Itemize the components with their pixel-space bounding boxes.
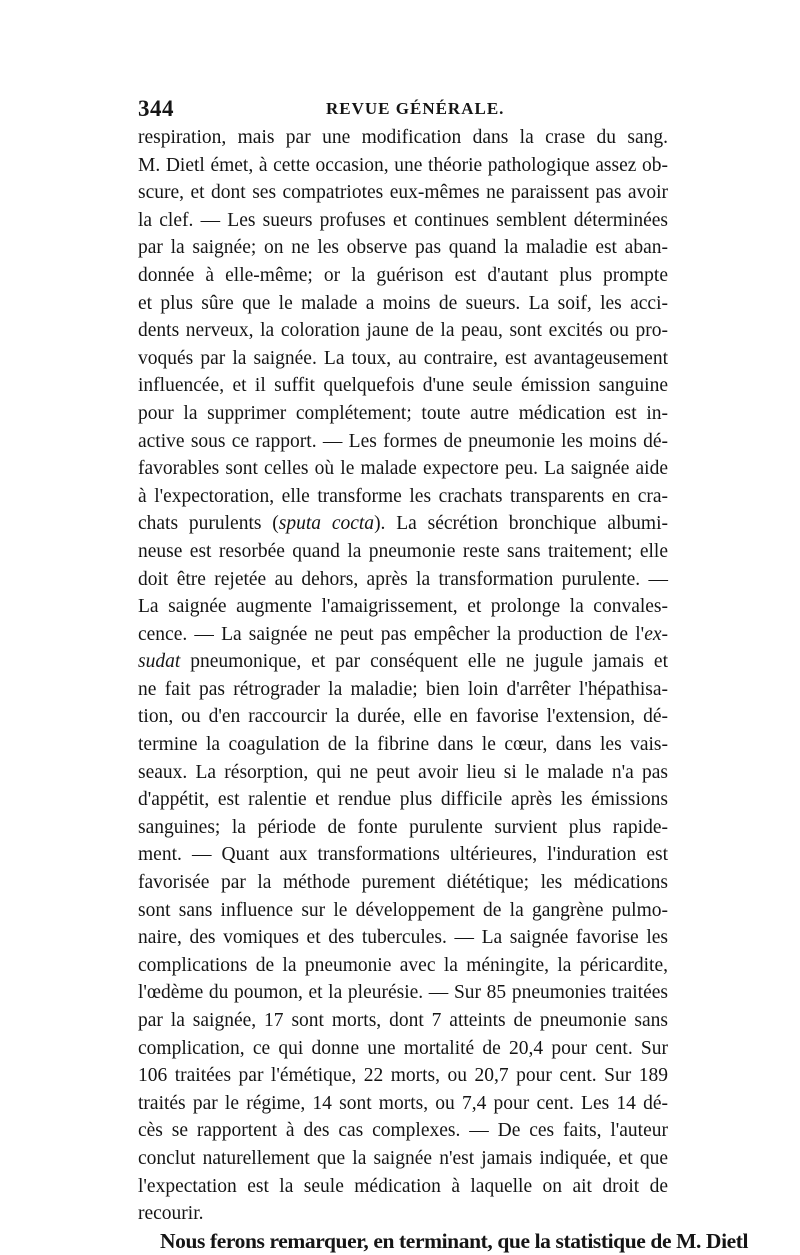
text-segment: voqués par la saignée. La toux, au contraire, est avantageusement <box>138 347 668 369</box>
text-line <box>138 1173 668 1201</box>
text-line <box>138 1090 668 1118</box>
text-line <box>138 676 668 704</box>
text-segment: cence. — La saignée ne peut pas empêcher la production de l' <box>138 623 645 645</box>
text-line <box>138 593 668 621</box>
text-line <box>138 345 668 373</box>
text-segment: donnée à elle-même; or la guérison est d'autant plus prompte <box>138 264 668 286</box>
running-title: REVUE GÉNÉRALE. <box>326 99 505 118</box>
text-line <box>138 510 668 538</box>
text-line <box>138 703 668 731</box>
text-segment: sanguines; la période de fonte purulente survient plus rapide- <box>138 816 668 838</box>
text-segment: d'appétit, est ralentie et rendue plus difficile après les émissions <box>138 789 668 811</box>
page-number: 344 <box>138 96 174 121</box>
text-line <box>138 455 668 483</box>
text-line <box>138 924 668 952</box>
text-segment: sont sans influence sur le développement de la gangrène pulmo- <box>138 899 668 921</box>
text-line <box>138 952 668 980</box>
text-segment: pneumonique, et par conséquent elle ne jugule jamais et <box>180 651 668 673</box>
text-line <box>138 1007 668 1035</box>
text-segment: cès se rapportent à des cas complexes. — De ces faits, l'auteur <box>138 1120 668 1142</box>
text-segment: conclut naturellement que la saignée n'est jamais indiquée, et que <box>138 1147 668 1169</box>
text-segment: termine la coagulation de la fibrine dans le cœur, dans les vais- <box>138 734 668 756</box>
text-line <box>138 262 668 290</box>
text-segment: par la saignée; on ne les observe pas quand la maladie est aban- <box>138 237 668 259</box>
text-line <box>138 152 668 180</box>
body-text <box>138 124 749 1255</box>
text-segment: ). La sécrétion bronchique albumi- <box>374 513 668 535</box>
text-segment: scure, et dont ses compatriotes eux-mêmes ne paraissent pas avoir <box>138 182 668 204</box>
text-line <box>138 621 668 649</box>
text-line <box>138 897 668 925</box>
text-line <box>138 566 668 594</box>
text-segment: M. Dietl émet, à cette occasion, une théorie pathologique assez ob- <box>138 154 668 176</box>
text-line <box>138 483 668 511</box>
italic-term: ex- <box>644 623 668 645</box>
text-line <box>138 538 668 566</box>
text-segment: complications de la pneumonie avec la méningite, la péricardite, <box>138 954 668 976</box>
text-line <box>138 428 668 456</box>
text-line <box>138 869 668 897</box>
text-line <box>138 1062 668 1090</box>
text-segment: doit être rejetée au dehors, après la transformation purulente. — <box>138 568 668 590</box>
text-segment: ment. — Quant aux transformations ultérieures, l'induration est <box>138 844 668 866</box>
text-segment: 106 traitées par l'émétique, 22 morts, ou 20,7 pour cent. Sur 189 <box>138 1065 668 1087</box>
text-line <box>138 979 668 1007</box>
text-segment: la clef. — Les sueurs profuses et continues semblent déterminées <box>138 209 668 231</box>
text-segment: tion, ou d'en raccourcir la durée, elle en favorise l'extension, dé- <box>138 706 668 728</box>
text-segment: ne fait pas rétrograder la maladie; bien loin d'arrêter l'hépathisa- <box>138 678 668 700</box>
text-line <box>138 731 668 759</box>
text-line <box>138 179 668 207</box>
text-segment: l'expectation est la seule médication à laquelle on ait droit de <box>138 1175 668 1197</box>
text-segment: par la saignée, 17 sont morts, dont 7 atteints de pneumonie sans <box>138 1010 668 1031</box>
text-line <box>138 317 668 345</box>
text-segment: chats purulents ( <box>138 513 279 535</box>
text-segment: La saignée augmente l'amaigrissement, et prolonge la convales- <box>138 596 668 618</box>
text-line <box>138 207 668 235</box>
text-segment: dents nerveux, la coloration jaune de la peau, sont excités ou pro- <box>138 320 668 342</box>
text-line <box>138 1145 668 1173</box>
text-line <box>138 124 668 152</box>
text-line <box>138 400 668 428</box>
running-head <box>138 96 668 122</box>
text-segment: neuse est resorbée quand la pneumonie reste sans traitement; elle <box>138 540 668 562</box>
text-line <box>138 759 668 787</box>
text-line <box>138 372 668 400</box>
text-segment: influencée, et il suffit quelquefois d'une seule émission sanguine <box>138 375 668 397</box>
text-segment: complication, ce qui donne une mortalité de 20,4 pour cent. Sur <box>138 1037 668 1059</box>
paragraph-first-line <box>138 1228 749 1255</box>
text-segment: active sous ce rapport. — Les formes de pneumonie les moins dé- <box>138 430 668 452</box>
text-segment: favorisée par la méthode purement diététique; les médications <box>138 872 668 894</box>
text-segment: naire, des vomiques et des tubercules. — La saignée favorise les <box>138 927 668 949</box>
text-segment: recourir. <box>138 1203 204 1225</box>
text-line <box>138 786 668 814</box>
text-line <box>138 234 668 262</box>
text-line <box>138 841 668 869</box>
italic-term: sputa cocta <box>278 513 375 535</box>
text-line <box>138 1117 668 1145</box>
text-segment: pour la supprimer complétement; toute autre médication est in- <box>138 402 668 424</box>
text-line <box>138 648 668 676</box>
text-segment: respiration, mais par une modification dans la crase du sang. <box>138 127 668 148</box>
text-segment: à l'expectoration, elle transforme les crachats transparents en cra- <box>138 485 668 507</box>
italic-term: sudat <box>138 651 181 673</box>
text-segment: l'œdème du poumon, et la pleurésie. — Sur 85 pneumonies traitées <box>138 982 668 1004</box>
text-segment: Nous ferons remarquer, en terminant, que la statistique de M. Dietl <box>160 1228 749 1253</box>
text-segment: traités par le régime, 14 sont morts, ou 7,4 pour cent. Les 14 dé- <box>138 1092 668 1114</box>
text-segment: et plus sûre que le malade a moins de sueurs. La soif, les acci- <box>138 292 668 314</box>
text-line <box>138 1200 668 1228</box>
text-line <box>138 290 668 318</box>
text-segment: seaux. La résorption, qui ne peut avoir lieu si le malade n'a pas <box>138 761 668 783</box>
text-line <box>138 814 668 842</box>
text-line <box>138 1035 668 1063</box>
text-segment: favorables sont celles où le malade expectore peu. La saignée aide <box>138 458 668 480</box>
